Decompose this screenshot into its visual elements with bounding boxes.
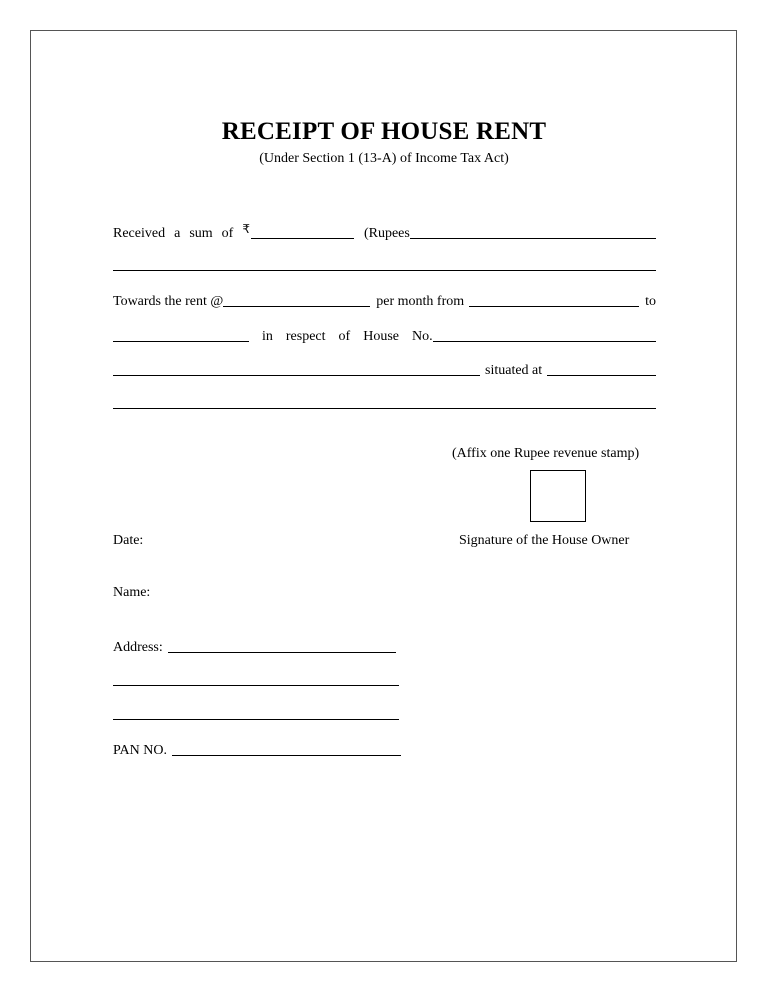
respect-word: respect xyxy=(285,329,326,344)
to-label: to xyxy=(645,294,656,309)
house-number-blank[interactable] xyxy=(433,327,656,342)
situated-line xyxy=(113,359,656,379)
in-word: in xyxy=(262,329,273,344)
address-blank-2[interactable] xyxy=(113,685,399,686)
house-word: House xyxy=(363,329,399,344)
pan-label: PAN NO. xyxy=(113,743,167,758)
rupees-word: (Rupees xyxy=(363,226,410,241)
a-word: a xyxy=(174,226,181,241)
of-word: of xyxy=(221,226,234,241)
rent-period-line xyxy=(113,290,656,310)
page-border xyxy=(30,30,737,962)
house-number-line xyxy=(113,325,656,345)
revenue-stamp-note: (Affix one Rupee revenue stamp) xyxy=(452,446,640,461)
location-continued-blank[interactable] xyxy=(113,408,656,409)
received-sum-line xyxy=(113,222,656,242)
no-word: No. xyxy=(412,329,433,344)
towards-rent-label: Towards the rent @ xyxy=(113,294,224,309)
situated-at-label: situated at xyxy=(485,363,543,378)
received-word: Received xyxy=(113,226,166,241)
per-month-from-label: per month from xyxy=(376,294,465,309)
pan-number-blank[interactable] xyxy=(172,741,401,756)
location-blank[interactable] xyxy=(547,361,656,376)
name-label: Name: xyxy=(113,585,151,600)
rupees-in-words-blank[interactable] xyxy=(410,224,656,239)
address-blank-3[interactable] xyxy=(113,719,399,720)
address-blank-1[interactable] xyxy=(168,638,396,653)
sum-word: sum xyxy=(189,226,213,241)
pan-line xyxy=(113,739,401,759)
rupee-symbol: ₹ xyxy=(242,222,250,236)
receipt-title: RECEIPT OF HOUSE RENT xyxy=(221,118,547,145)
rupees-continued-blank[interactable] xyxy=(113,270,656,271)
revenue-stamp-box[interactable] xyxy=(530,470,586,522)
from-date-blank[interactable] xyxy=(469,292,639,307)
amount-blank[interactable] xyxy=(251,224,354,239)
address-label: Address: xyxy=(113,640,163,655)
rent-amount-blank[interactable] xyxy=(223,292,370,307)
of-word-2: of xyxy=(338,329,351,344)
signature-label: Signature of the House Owner xyxy=(459,533,630,548)
to-date-blank[interactable] xyxy=(113,327,249,342)
house-details-blank[interactable] xyxy=(113,361,480,376)
date-label: Date: xyxy=(113,533,144,548)
receipt-subtitle: (Under Section 1 (13-A) of Income Tax Act) xyxy=(259,151,509,166)
address-line xyxy=(113,636,396,656)
